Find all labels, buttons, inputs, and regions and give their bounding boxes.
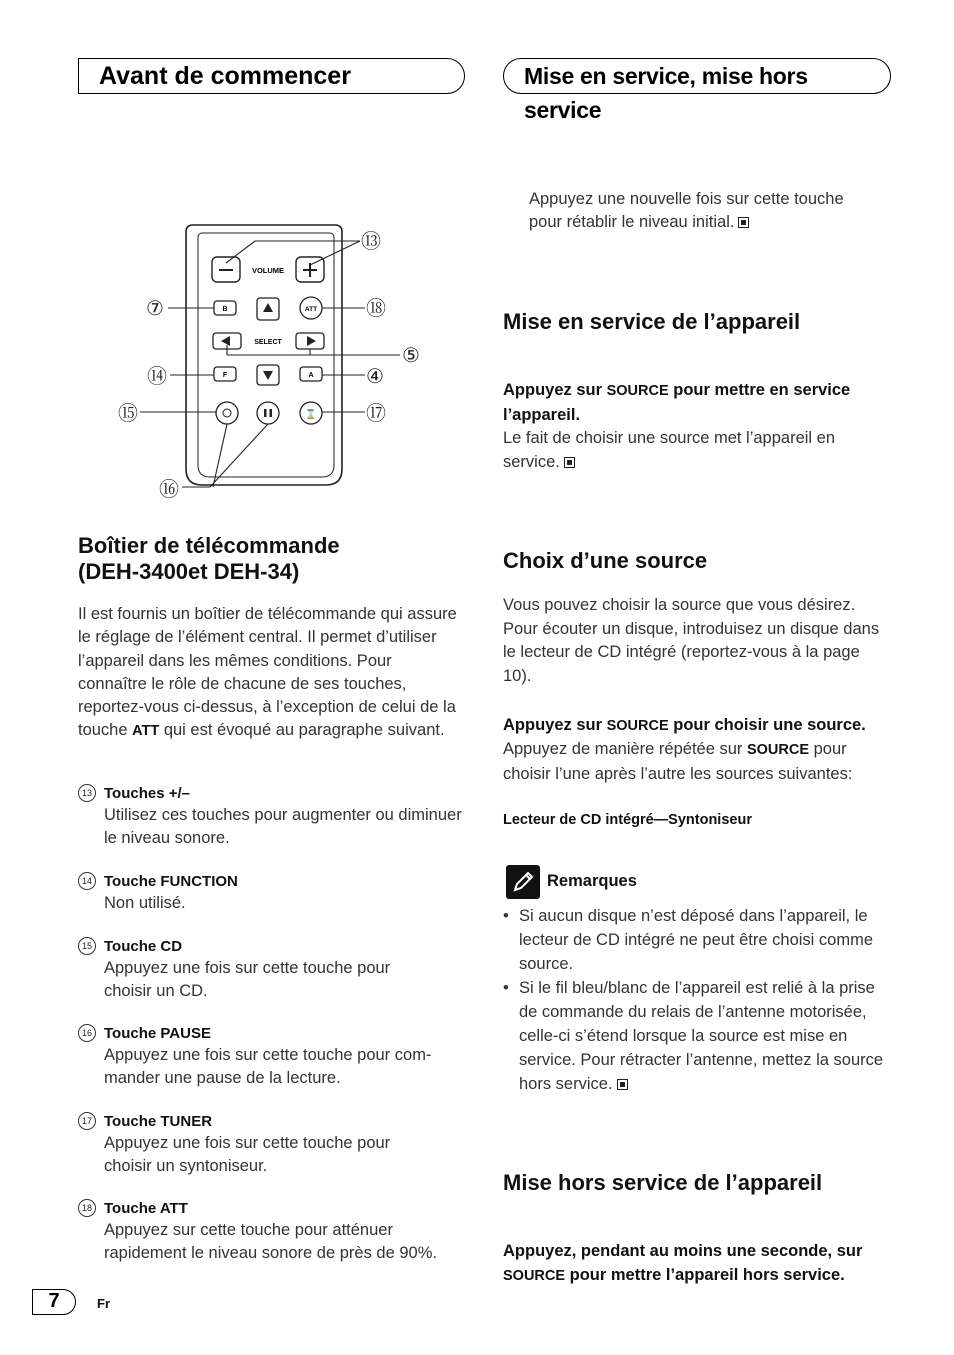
item-text: Appuyez une fois sur cette touche pour com-mander une pause de la lecture.: [104, 1046, 432, 1087]
power-off-instruction: Appuyez, pendant au moins une seconde, sur SOURCE pour mettre l’appareil hors service.: [503, 1242, 863, 1284]
power-on-heading: Mise en service de l’appareil: [503, 309, 801, 334]
source-instruction: Appuyez sur SOURCE pour choisir une source.: [503, 716, 866, 734]
svg-text:F: F: [222, 372, 228, 379]
callout-18: ⑱: [366, 296, 386, 320]
note-item: • Si le fil bleu/blanc de l’appareil est relié à la prise de commande du relais de l’antenne motorisée, celle-ci s’étend lorsque la source est mise en service. Pour rétracter l’antenne, mettez la source hors service.: [503, 976, 888, 1096]
item-number: 17: [78, 1112, 96, 1130]
source-sequence: Lecteur de CD intégré—Syntoniseur: [503, 812, 752, 828]
power-on-text: Le fait de choisir une source met l’appareil en service.: [503, 429, 836, 471]
source-heading: Choix d’une source: [503, 548, 708, 573]
item-title: Touche CD: [104, 938, 183, 955]
item-text: Utilisez ces touches pour augmenter ou diminuer le niveau sonore.: [104, 806, 462, 847]
item-text: Non utilisé.: [104, 894, 186, 912]
svg-text:B: B: [222, 306, 228, 313]
callout-5: ⑤: [402, 343, 420, 367]
end-mark-icon: [564, 457, 575, 468]
svg-text:A: A: [308, 372, 314, 379]
callout-13: ⑬: [361, 229, 381, 253]
callout-14: ⑭: [147, 364, 167, 388]
item-title: Touche TUNER: [104, 1113, 213, 1130]
item-title: Touche FUNCTION: [104, 873, 238, 890]
section-tab-left: [78, 58, 465, 94]
source-text: Appuyez de manière répétée sur SOURCE pour choisir l’une après l’autre les sources suivantes:: [503, 740, 853, 783]
item-number: 13: [78, 784, 96, 802]
item-number: 14: [78, 872, 96, 890]
notes-list: [503, 904, 888, 1096]
item-number: 16: [78, 1024, 96, 1042]
item-text: Appuyez une fois sur cette touche pour choisir un syntoniseur.: [104, 1134, 391, 1175]
callout-17: ⑰: [366, 401, 386, 425]
callout-15: ⑮: [118, 401, 138, 425]
power-on-instruction: Appuyez sur SOURCE pour mettre en service l’appareil.: [503, 381, 851, 424]
note-item: • Si aucun disque n’est déposé dans l’appareil, le lecteur de CD intégré ne peut être choisi comme source.: [503, 904, 888, 976]
section-title-right: Mise en service, mise hors service: [524, 63, 808, 123]
svg-text:⌛: ⌛: [305, 410, 317, 420]
item-number: 18: [78, 1199, 96, 1217]
pencil-icon: [506, 865, 540, 899]
remote-heading: Boîtier de télécommande (DEH-3400et DEH-34): [78, 533, 340, 584]
item-title: Touche ATT: [104, 1200, 188, 1217]
language-code: Fr: [97, 1296, 110, 1311]
item-title: Touches +/–: [104, 785, 191, 802]
remote-intro: Il est fournis un boîtier de télécommande qui assure le réglage de l’élément central. Il permet d’utiliser l’appareil dans les mêmes conditions. Pour connaître le rôle de chacune de ses touches, reportez-vous ci-dessus, à l’exception de celui de la touche ATT qui est évoqué au paragraphe suivant.: [78, 605, 457, 740]
section-tab-right: [503, 58, 891, 123]
svg-text:ATT: ATT: [304, 306, 318, 313]
select-label: SELECT: [254, 339, 282, 346]
end-mark-icon: [617, 1079, 628, 1090]
cd-button: [216, 402, 238, 424]
page-number: 7: [32, 1289, 76, 1315]
power-off-heading: Mise hors service de l’appareil: [503, 1170, 823, 1195]
remote-control-illustration: [110, 215, 430, 505]
callout-4: ④: [366, 364, 384, 388]
item-number: 15: [78, 937, 96, 955]
item-text: Appuyez sur cette touche pour atténuer rapidement le niveau sonore de près de 90%.: [104, 1221, 437, 1262]
callout-7: ⑦: [146, 296, 164, 320]
continued-text: Appuyez une nouvelle fois sur cette touche pour rétablir le niveau initial.: [529, 190, 844, 232]
callout-16: ⑯: [159, 477, 179, 501]
source-intro: Vous pouvez choisir la source que vous désirez. Pour écouter un disque, introduisez un disque dans le lecteur de CD intégré (reportez-vous à la page 10).: [503, 596, 880, 686]
item-title: Touche PAUSE: [104, 1025, 211, 1042]
volume-label: VOLUME: [251, 266, 285, 275]
pause-button: [257, 402, 279, 424]
item-text: Appuyez une fois sur cette touche pour choisir un CD.: [104, 959, 391, 1000]
end-mark-icon: [738, 217, 749, 228]
notes-title: Remarques: [547, 872, 637, 890]
section-title-left: Avant de commencer: [99, 62, 351, 90]
